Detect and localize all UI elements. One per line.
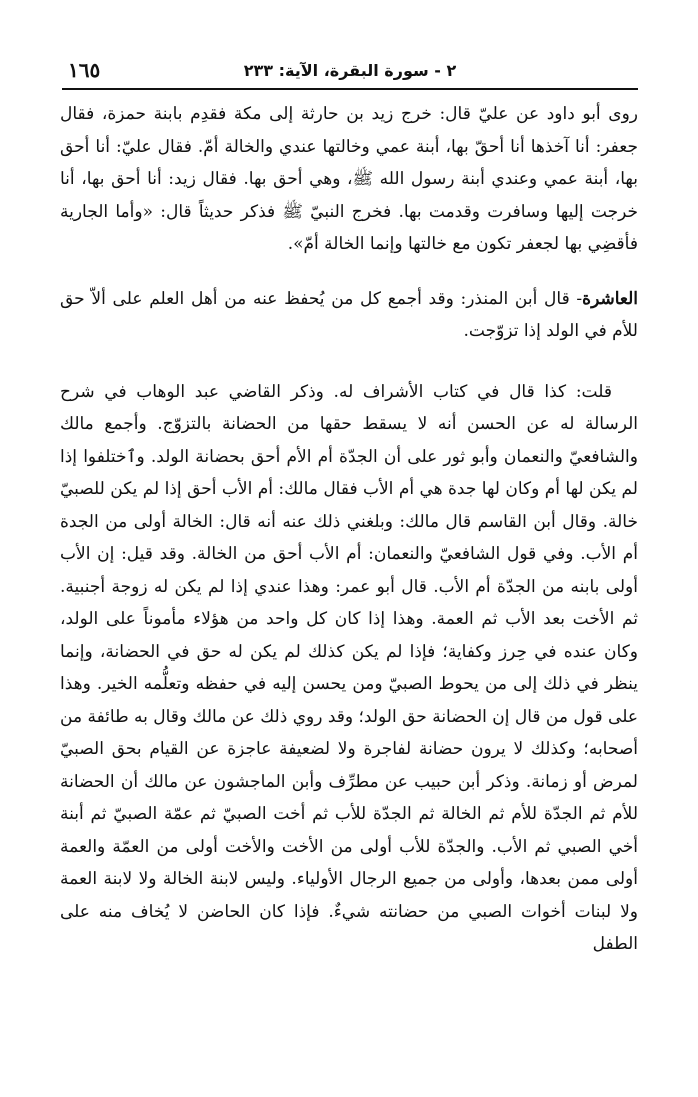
page-header: [62, 50, 638, 90]
page-body: [60, 98, 638, 961]
paragraph-hadith: [60, 98, 638, 261]
paragraph-text: روى أبو داود عن عليّ قال: خرج زيد بن حارثة إلى مكة فقدِم بابنة حمزة، فقال جعفر: أنا آخذها أنا أحقّ بها، أبنة عمي وخالتها عندي والخالة أمّ. فقال عليّ: أنا أحق بها، أبنة عمي وعندي أبنة رسول الله ﷺ، وهي أحق بها. فقال زيد: أنا أحق بها، أنا خرجت إليها وسافرت وقدمت بها. فخرج النبيّ ﷺ فذكر حديثاً قال: «وأما الجارية فأقضِي بها لجعفر تكون مع خالتها وإنما الخالة أمّ».: [60, 104, 638, 254]
paragraph-text: - قال أبن المنذر: وقد أجمع كل من يُحفظ عنه من أهل العلم على ألاّ حق للأم في الولد إذا تزوّجت.: [60, 288, 638, 341]
header-divider: [62, 88, 638, 90]
page-number: ١٦٥: [68, 58, 101, 82]
paragraph-text: قلت: كذا قال في كتاب الأشراف له. وذكر القاضي عبد الوهاب في شرح الرسالة له عن الحسن أنه لا يسقط حقها من الحضانة بالتزوّج. وأجمع مالك والشافعيّ والنعمان وأبو ثور على أن الجدّة أم الأم أحق بحضانة الولد. وٱختلفوا إذا لم يكن لها أم وكان لها جدة هي أم الأب فقال مالك: أم الأب أحق إذا لم يكن للصبيّ خالة. وقال أبن القاسم قال مالك: وبلغني ذلك عنه أنه قال: الخالة أولى من الجدة أم الأب. وفي قول الشافعيّ والنعمان: أم الأب أحق من الخالة. وقد قيل: إن الأب أولى بابنه من الجدّة أم الأب. قال أبو عمر: وهذا عندي إذا لم يكن له زوجة أجنبية. ثم الأخت بعد الأب ثم العمة. وهذا إذا كان كل واحد من هؤلاء مأموناً على الولد، وكان عنده في حِرز وكفاية؛ فإذا لم يكن كذلك لم يكن له حق في الحضانة، وإنما ينظر في ذلك إلى من يحوط الصبيّ ومن يحسن إليه في حفظه وتعلُّمه الخير. وهذا على قول من قال إن الحضانة حق الولد؛ وقد روي ذلك عن مالك وقال به طائفة من أصحابه؛ وكذلك لا يرون حضانة لفاجرة ولا لضعيفة عاجزة عن القيام بحق الصبيّ لمرض أو زمانة. وذكر أبن حبيب عن مطرِّف وأبن الماجشون عن مالك أن الحضانة للأم ثم الجدّة للأم ثم الخالة ثم الجدّة للأب ثم أخت الصبيّ ثم عمّة الصبيّ ثم أبنة أخي الصبي ثم الأب. والجدّة للأب أولى من الأخت والأخت أولى من العمّة والعمة أولى ممن بعدها، وأولى من جميع الرجال الأولياء. وليس لابنة الخالة ولا لابنة العمة ولا لبنات أخوات الصبي من حضانته شيءٌ. فإذا كان الحاضن لا يُخاف منه على الطفل: [60, 381, 638, 954]
paragraph-tenth-issue: [60, 283, 638, 348]
paragraph-lead: العاشرة: [582, 288, 638, 309]
paragraph-commentary: [60, 376, 638, 961]
running-title: ٢ - سورة البقرة، الآية: ٢٣٣: [243, 61, 457, 80]
